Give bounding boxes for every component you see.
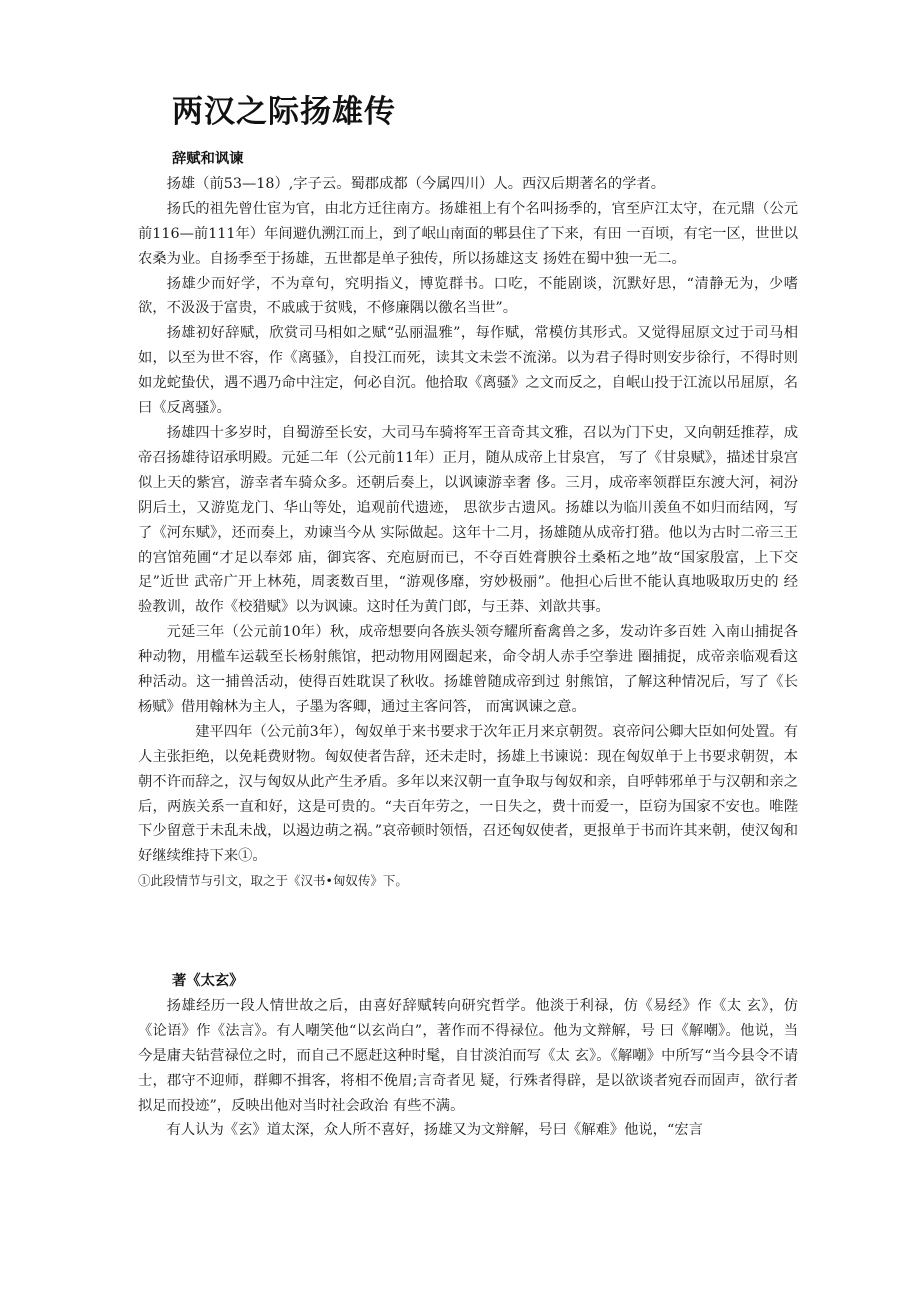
section-heading: 著《太玄》 [172, 973, 244, 989]
paragraph: 扬氏的祖先曾仕宦为官，由北方迁往南方。扬雄祖上有个名叫扬季的，官至庐江太守，在元鼎（公元前116—前111年）年间避仇溯江而上，到了岷山南面的郫县住了下来，有田 一百顷，有宅一区，世世以农桑为业。自扬季至于扬雄，五世都是单子独传，所以扬雄这支 扬姓在蜀中独一无二。 [138, 200, 798, 267]
document-title: 两汉之际扬雄传 [172, 94, 396, 130]
paragraph: 元延三年（公元前10年）秋，成帝想要向各族头领夸耀所畜禽兽之多，发动许多百姓 入南山捕捉各种动物，用槛车运载至长杨射熊馆，把动物用网圈起来，命令胡人赤手空拳进 圈捕捉，成帝亲临观看这种活动。这一捕兽活动，使得百姓耽误了秋收。扬雄曾随成帝到过 射熊馆，了解这种情况后，写了《长杨赋》借用翰林为主人，子墨为客卿，通过主客问答， 而寓讽谏之意。 [138, 624, 798, 715]
paragraph: 扬雄初好辞赋，欣赏司马相如之赋“弘丽温雅”，每作赋，常模仿其形式。又觉得屈原文过于司马相如，以至为世不容，作《离骚》，自投江而死，读其文未尝不流涕。以为君子得时则安步徐行，不得时则如龙蛇蛰伏，遇不遇乃命中注定，何必自沉。他拾取《离骚》之文而反之，自岷山投于江流以吊屈原，名曰《反离骚》。 [138, 325, 798, 417]
section-taixuan [138, 969, 798, 1143]
paragraph: 建平四年（公元前3年），匈奴单于来书要求于次年正月来京朝贺。哀帝问公卿大臣如何处置。有人主张拒绝，以免耗费财物。匈奴使者告辞，还未走时，扬雄上书谏说：现在匈奴单于上书要求朝贺，本朝不许而辞之，汉与匈奴从此产生矛盾。多年以来汉朝一直争取与匈奴和亲，自呼韩邪单于与汉朝和亲之后，两族关系一直和好，这是可贵的。“夫百年劳之，一日失之，费十而爱一，臣窃为国家不安也。唯陛下少留意于未乱未战，以遏边萌之祸。”哀帝顿时领悟，召还匈奴使者，更报单于书而许其来朝，使汉匈和好继续维持下来①。 [138, 723, 798, 865]
section-cifu [138, 147, 798, 893]
paragraph: 扬雄少而好学，不为章句，究明指义，博览群书。口吃，不能剧谈，沉默好思，“清静无为，少嗜欲，不汲汲于富贵，不戚戚于贫贱，不修廉隅以徼名当世”。 [138, 275, 798, 317]
paragraph: 扬雄（前53—18）,字子云。蜀郡成都（今属四川）人。西汉后期著名的学者。 [166, 175, 666, 192]
paragraph: 扬雄四十多岁时，自蜀游至长安，大司马车骑将军王音奇其文雅，召以为门下史，又向朝廷推荐，成帝召扬雄待诏承明殿。元延二年（公元前11年）正月，随从成帝上甘泉宫， 写了《甘泉赋》，描述甘泉宫似上天的紫宫，游幸者车骑众多。还朝后奏上，以讽谏游幸奢 侈。三月，成帝率领群臣东渡大河，祠汾阴后土，又游览龙门、华山等处，追观前代遗迹， 思欲步古遗风。扬雄以为临川羡鱼不如归而结网，写了《河东赋》，还而奏上，劝谏当今从 实际做起。这年十二月，扬雄随从成帝打猎。他以为古时二帝三王的宫馆苑圃“才足以奉郊 庙，御宾客、充庖厨而已，不夺百姓膏腴谷土桑柘之地”故“国家殷富，上下交足”近世 武帝广开上林苑，周袤数百里，“游观侈靡，穷妙极丽”。他担心后世不能认真地吸取历史的 经验教训，故作《校猎赋》以为讽谏。这时任为黄门郎，与王莽、刘歆共事。 [138, 424, 798, 616]
footnote: ①此段情节与引文，取之于《汉书•匈奴传》下。 [138, 873, 408, 889]
paragraph: 扬雄经历一段人情世故之后，由喜好辞赋转向研究哲学。他淡于利禄，仿《易经》作《太 玄》，仿《论语》作《法言》。有人嘲笑他“以玄尚白”，著作而不得禄位。他为文辩解，号 曰《解嘲》。他说，当今是庸夫钻营禄位之时，而自己不愿赶这种时髦，自甘淡泊而写《太 玄》。《解嘲》中所写“当今县令不请士，郡守不迎师，群卿不揖客，将相不俛眉;言奇者见 疑，行殊者得辟，是以欲谈者宛吞而固声，欲行者拟足而投迹”，反映出他对当时社会政治 有些不满。 [138, 997, 798, 1114]
paragraph: 有人认为《玄》道太深，众人所不喜好，扬雄又为文辩解，号曰《解难》他说，“宏言 [166, 1122, 703, 1139]
section-heading: 辞赋和讽谏 [172, 151, 244, 167]
